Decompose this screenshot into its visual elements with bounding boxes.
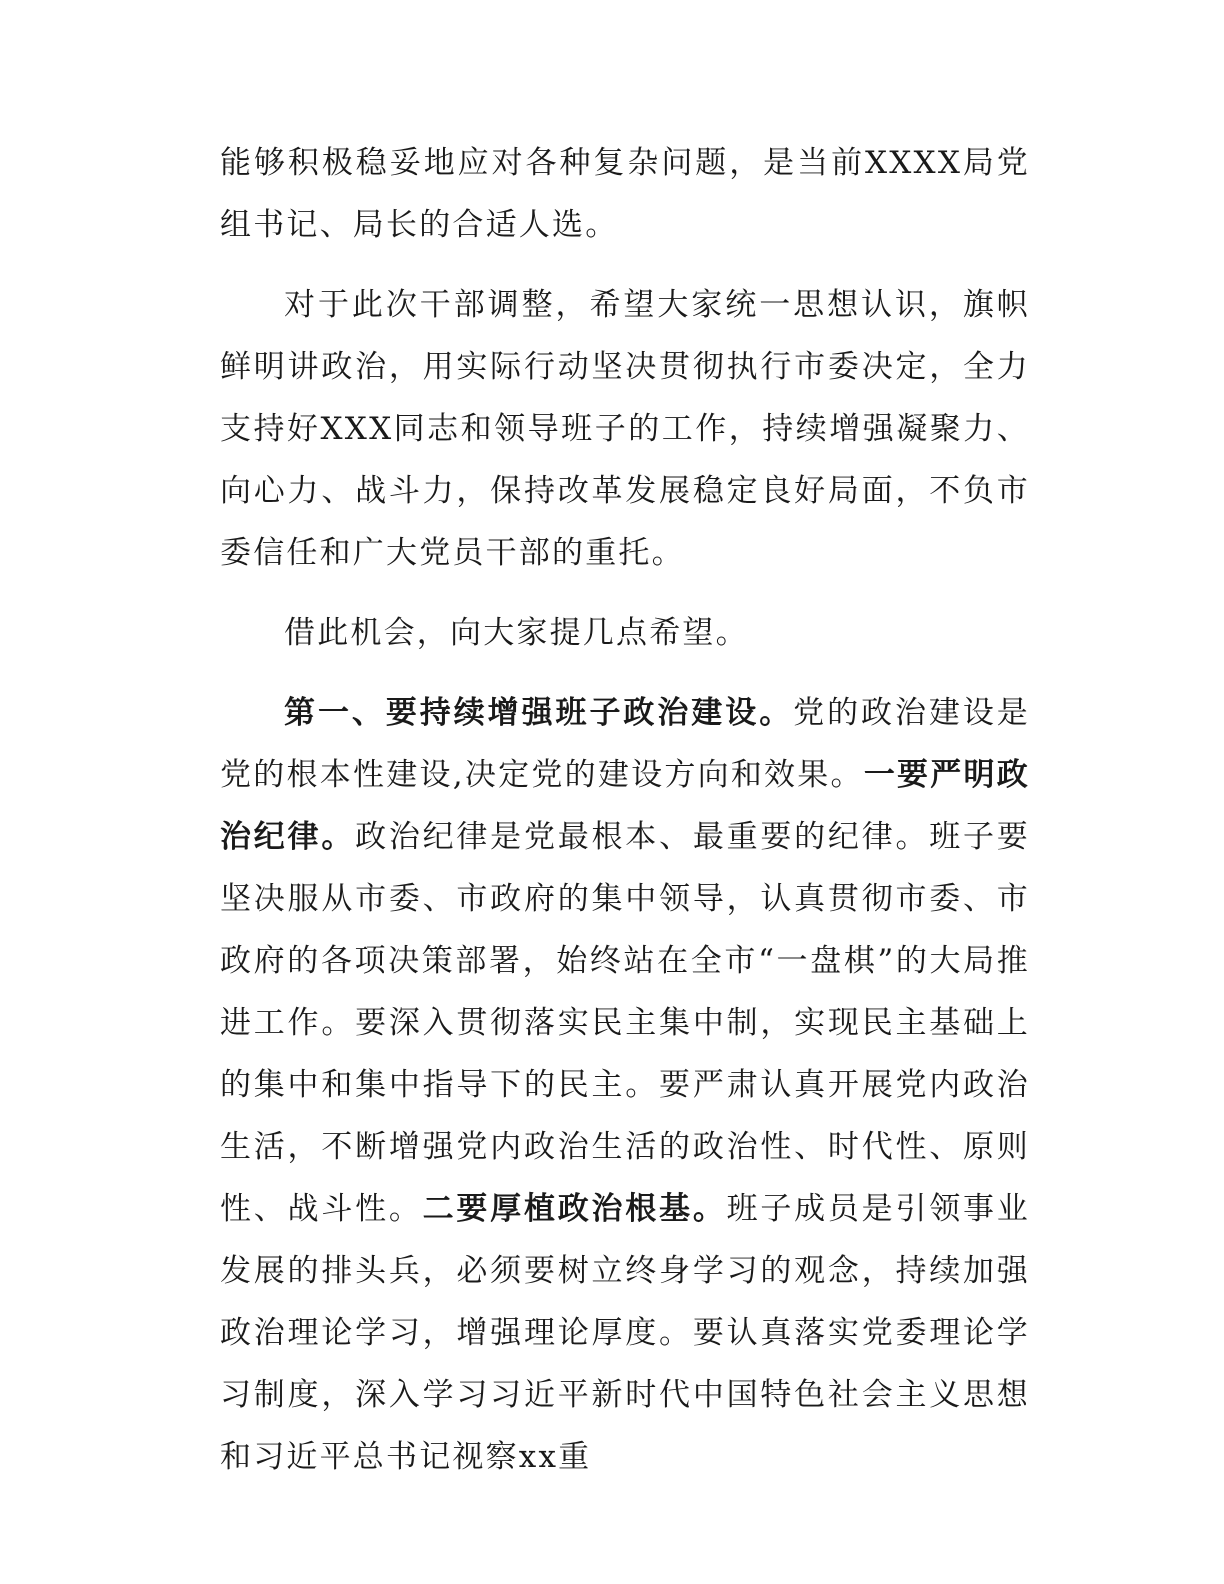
- document-body: [220, 132, 1030, 1488]
- paragraph-expectations-intro: 借此机会，向大家提几点希望。: [284, 615, 749, 651]
- subtext-political-foundation: 班子成员是引领事业发展的排头兵，必须要树立终身学习的观念，持续加强政治理论学习，增强理论厚度。要认真落实党委理论学习制度，深入学习习近平新时代中国特色社会主义思想和习近平总书记视察xx重: [220, 1191, 1030, 1475]
- section-text-first: 党的政治建设是党的根本性建设,决定党的建设方向和效果。: [220, 695, 1030, 793]
- subheading-political-discipline: 一要严明政治纪律。: [220, 757, 1031, 855]
- section-heading-first: 第一、要持续增强班子政治建设。: [284, 695, 794, 731]
- paragraph-political-building: [220, 682, 1030, 1488]
- paragraph-cadre-adjustment: 对于此次干部调整，希望大家统一思想认识，旗帜鲜明讲政治，用实际行动坚决贯彻执行市委决定，全力支持好XXX同志和领导班子的工作，持续增强凝聚力、向心力、战斗力，保持改革发展稳定良好局面，不负市委信任和广大党员干部的重托。: [220, 287, 1030, 571]
- subtext-political-discipline: 政治纪律是党最根本、最重要的纪律。班子要坚决服从市委、市政府的集中领导，认真贯彻市委、市政府的各项决策部署，始终站在全市“一盘棋”的大局推进工作。要深入贯彻落实民主集中制，实现民主基础上的集中和集中指导下的民主。要严肃认真开展党内政治生活，不断增强党内政治生活的政治性、时代性、原则性、战斗性。: [220, 819, 1030, 1227]
- subheading-political-foundation: 二要厚植政治根基。: [422, 1191, 727, 1227]
- paragraph-continuation: 能够积极稳妥地应对各种复杂问题，是当前XXXX局党组书记、局长的合适人选。: [220, 145, 1030, 243]
